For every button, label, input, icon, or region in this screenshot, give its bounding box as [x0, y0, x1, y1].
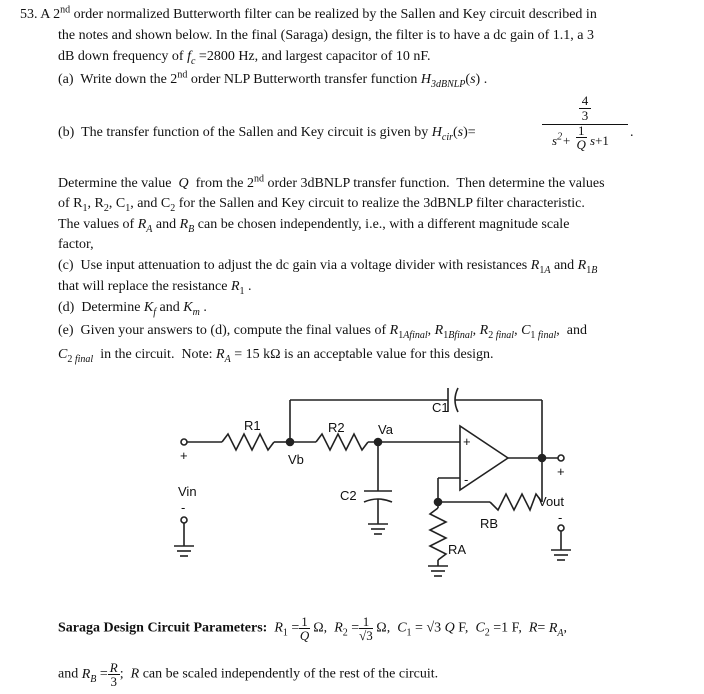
label-vb: Vb — [288, 452, 304, 467]
label-vin-plus: + — [180, 448, 188, 463]
label-vout-plus: + — [557, 464, 565, 479]
problem-line-1: 53. A 2nd order normalized Butterworth filter can be realized by the Sallen and Key circuit described in — [20, 4, 597, 22]
sallen-key-circuit — [160, 378, 590, 588]
label-vout-minus: - — [558, 510, 563, 525]
vin-terminal-top — [181, 439, 187, 445]
label-ra: RA — [448, 542, 467, 557]
label-rb: RB — [480, 516, 499, 531]
label-opamp-minus: - — [464, 472, 469, 487]
parameters-line-2: and $R_B$ = $\frac{R}{3}$ ; R can be scaled independently of the rest of the circuit. — [58, 660, 439, 689]
problem-line-2: the notes and shown below. In the final (Saraga) design, the filter is to have a dc gain of 1.1, a 3 — [58, 28, 594, 43]
vout-terminal-bottom — [558, 525, 564, 531]
part-e-line-1: (e) Given your answers to (d), compute the final values of $R_{1Afinal}$, $R_{1Bfinal}$, $R_{2 final}$, $C_{1 final}$, and — [58, 323, 587, 341]
tf-num-bot: 3 — [581, 108, 589, 123]
label-vin: Vin — [178, 484, 197, 499]
parameters-line-1: Saraga Design Circuit Parameters: $R_1$ = $\frac{1}{Q}$ Ω, $R_2$ = $\frac{1}{√3}$ Ω, $C_1 = √3$ Q F, $C_2 =1$ F, $R= R_A$, — [58, 614, 567, 643]
problem-number: 53. — [20, 7, 38, 22]
label-vin-minus: - — [181, 500, 186, 515]
label-r2: R2 — [328, 420, 345, 435]
problem-line-3: dB down frequency of $f_c =2800$ Hz, and largest capacitor of 10 nF. — [58, 49, 431, 67]
parameters-heading: Saraga Design Circuit Parameters: — [58, 620, 268, 636]
tf-denominator: $s^2+$ 1 Q s+1 — [552, 123, 609, 152]
part-e-line-2: $C_{2 final}$ in the circuit. Note: $R_A = 15$ kΩ is an acceptable value for this design. — [58, 347, 494, 365]
part-c-line-2: that will replace the resistance $R_1$ . — [58, 279, 252, 297]
determine-line-4: factor, — [58, 237, 94, 252]
part-c-line-1: (c) Use input attenuation to adjust the dc gain via a voltage divider with resistances $R_{1A}$ and $R_{1B}$ — [58, 258, 598, 276]
part-a: (a) Write down the 2nd order NLP Butterworth transfer function $H_{3dBNLP}(s)$ . — [58, 69, 488, 90]
ra-resistor — [430, 508, 446, 560]
label-opamp-plus: + — [463, 434, 471, 449]
tf-fraction — [542, 94, 628, 155]
r2-resistor — [316, 434, 368, 450]
label-vout: Vout — [538, 494, 565, 509]
part-b: (b) The transfer function of the Sallen and Key circuit is given by $H_{cir}(s)=$ — [58, 125, 476, 143]
rb-resistor — [490, 494, 542, 510]
label-va: Va — [378, 422, 393, 437]
vin-terminal-bottom — [181, 517, 187, 523]
vout-terminal-top — [558, 455, 564, 461]
label-r1: R1 — [244, 418, 261, 433]
label-c1: C1 — [432, 400, 449, 415]
r1-resistor — [222, 434, 274, 450]
part-d: (d) Determine $K_f$ and $K_m$ . — [58, 300, 207, 318]
label-c2: C2 — [340, 488, 357, 503]
determine-line-1: Determine the value Q from the 2nd order 3dBNLP transfer function. Then determine the values — [58, 173, 605, 191]
tf-num-top: 4 — [581, 93, 589, 108]
determine-line-3: The values of $R_A$ and $R_B$ can be chosen independently, i.e., with a different magnitude scale — [58, 217, 570, 235]
determine-line-2: of $R_1$, $R_2$, $C_1$, and $C_2$ for the Sallen and Key circuit to realize the 3dBNLP filter characteristic. — [58, 196, 585, 214]
